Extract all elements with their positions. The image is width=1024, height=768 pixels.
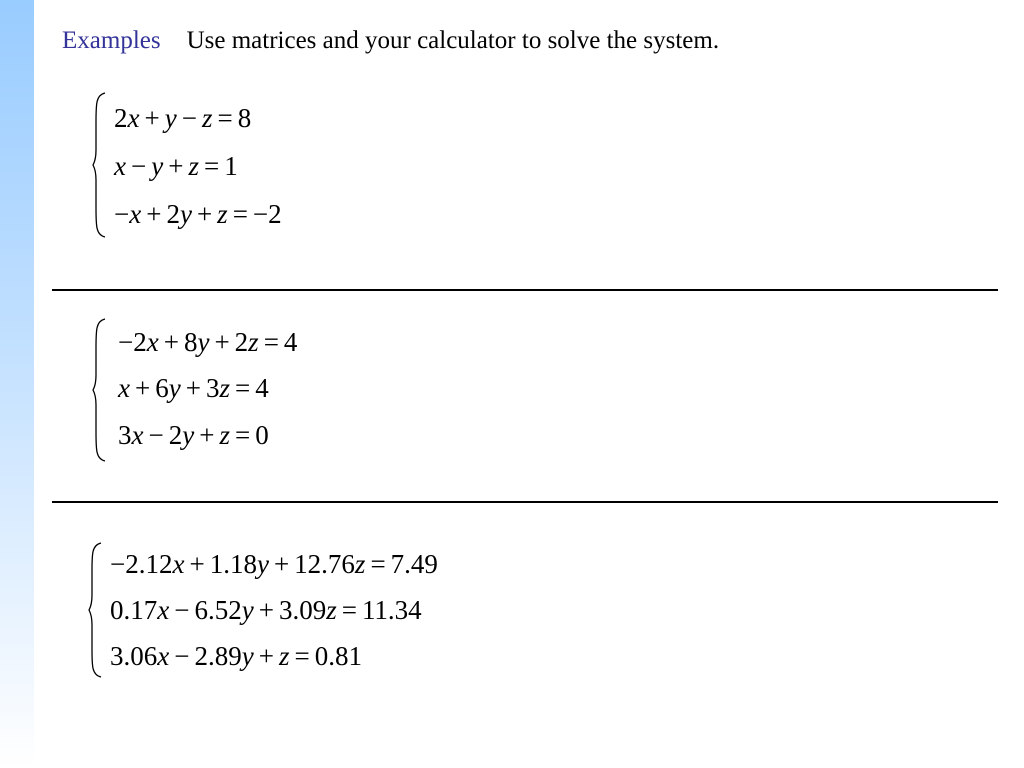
variable: z bbox=[201, 103, 213, 133]
left-brace-icon bbox=[88, 542, 102, 678]
variable: z bbox=[248, 327, 259, 357]
number: 0.81 bbox=[314, 641, 362, 671]
variable: z bbox=[326, 595, 337, 625]
variable: x bbox=[146, 327, 159, 357]
variable: z bbox=[219, 373, 230, 403]
number: 6.52 bbox=[194, 595, 242, 625]
number: 8 bbox=[183, 327, 198, 357]
equation-system-3 bbox=[88, 542, 508, 678]
equation-system-2 bbox=[92, 318, 392, 462]
operator: + bbox=[146, 199, 162, 229]
slide-side-bar bbox=[0, 0, 34, 768]
operator: − bbox=[148, 420, 164, 450]
operator: = bbox=[232, 199, 248, 229]
equation-2-2 bbox=[118, 372, 269, 404]
equation-2-1 bbox=[118, 326, 297, 358]
equation-3-2 bbox=[110, 594, 422, 626]
number: 2 bbox=[166, 199, 180, 229]
variable: x bbox=[157, 595, 170, 625]
divider-2 bbox=[52, 501, 998, 503]
left-brace-icon bbox=[92, 92, 106, 238]
equation-3-1 bbox=[110, 548, 438, 580]
operator: + bbox=[258, 595, 274, 625]
operator: + bbox=[199, 420, 215, 450]
variable: x bbox=[127, 103, 140, 133]
operator: + bbox=[273, 549, 290, 579]
variable: y bbox=[241, 641, 254, 671]
variable: x bbox=[157, 641, 170, 671]
variable: z bbox=[188, 151, 199, 181]
operator: + bbox=[185, 373, 201, 403]
operator: = bbox=[370, 549, 386, 579]
number: 3.09 bbox=[278, 595, 327, 625]
equation-system-1 bbox=[92, 92, 392, 238]
examples-label: Examples bbox=[62, 27, 161, 54]
variable: y bbox=[182, 420, 195, 450]
operator: = bbox=[341, 595, 357, 625]
operator: + bbox=[258, 641, 274, 671]
number: 3.06 bbox=[110, 641, 158, 671]
operator: − bbox=[174, 641, 190, 671]
variable: y bbox=[256, 549, 269, 579]
variable: z bbox=[354, 549, 366, 579]
variable: z bbox=[217, 199, 228, 229]
variable: x bbox=[118, 373, 130, 403]
number: 2 bbox=[168, 420, 183, 450]
operator: − bbox=[174, 595, 190, 625]
number: 11.34 bbox=[361, 595, 422, 625]
number: 12.76 bbox=[294, 549, 355, 579]
variable: y bbox=[197, 327, 210, 357]
operator: − bbox=[181, 103, 197, 133]
number: −2 bbox=[118, 327, 147, 357]
variable: y bbox=[151, 151, 164, 181]
number: 4 bbox=[283, 327, 298, 357]
variable: y bbox=[241, 595, 254, 625]
variable: z bbox=[219, 420, 230, 450]
variable: y bbox=[164, 103, 177, 133]
number: 1 bbox=[224, 151, 238, 181]
number: 2.89 bbox=[194, 641, 242, 671]
equation-1-2 bbox=[114, 150, 238, 182]
number: 1.18 bbox=[209, 549, 257, 579]
slide-heading bbox=[62, 26, 719, 56]
operator: = bbox=[234, 373, 251, 403]
operator: = bbox=[263, 327, 279, 357]
operator: + bbox=[214, 327, 230, 357]
variable: z bbox=[278, 641, 290, 671]
operator: + bbox=[189, 549, 205, 579]
equation-2-3 bbox=[118, 419, 269, 451]
divider-1 bbox=[52, 289, 998, 291]
equation-3-3 bbox=[110, 640, 362, 672]
number: 3 bbox=[205, 373, 220, 403]
variable: y bbox=[179, 199, 192, 229]
operator: = bbox=[203, 151, 220, 181]
variable: x bbox=[172, 549, 185, 579]
operator: − bbox=[130, 151, 147, 181]
number: 2 bbox=[234, 327, 249, 357]
number: −2 bbox=[252, 199, 282, 229]
operator: + bbox=[196, 199, 213, 229]
number: 0 bbox=[255, 420, 269, 450]
instruction-text: Use matrices and your calculator to solve the system. bbox=[186, 27, 720, 54]
equation-1-1 bbox=[114, 102, 251, 134]
operator: + bbox=[168, 151, 184, 181]
variable: x bbox=[131, 420, 144, 450]
number: 3 bbox=[118, 420, 132, 450]
left-brace-icon bbox=[92, 318, 106, 462]
number: 6 bbox=[155, 373, 169, 403]
operator: + bbox=[134, 373, 151, 403]
number: 2 bbox=[114, 103, 128, 133]
equation-1-3 bbox=[114, 198, 282, 230]
variable: x bbox=[114, 151, 126, 181]
operator: = bbox=[217, 103, 233, 133]
operator: = bbox=[294, 641, 310, 671]
number: 8 bbox=[237, 103, 252, 133]
number: 4 bbox=[255, 373, 269, 403]
operator: + bbox=[163, 327, 179, 357]
operator: + bbox=[144, 103, 160, 133]
operator: = bbox=[234, 420, 251, 450]
variable: x bbox=[129, 199, 142, 229]
number: 0.17 bbox=[110, 595, 158, 625]
number: − bbox=[114, 199, 130, 229]
number: −2.12 bbox=[110, 549, 173, 579]
variable: y bbox=[168, 373, 181, 403]
number: 7.49 bbox=[390, 549, 438, 579]
